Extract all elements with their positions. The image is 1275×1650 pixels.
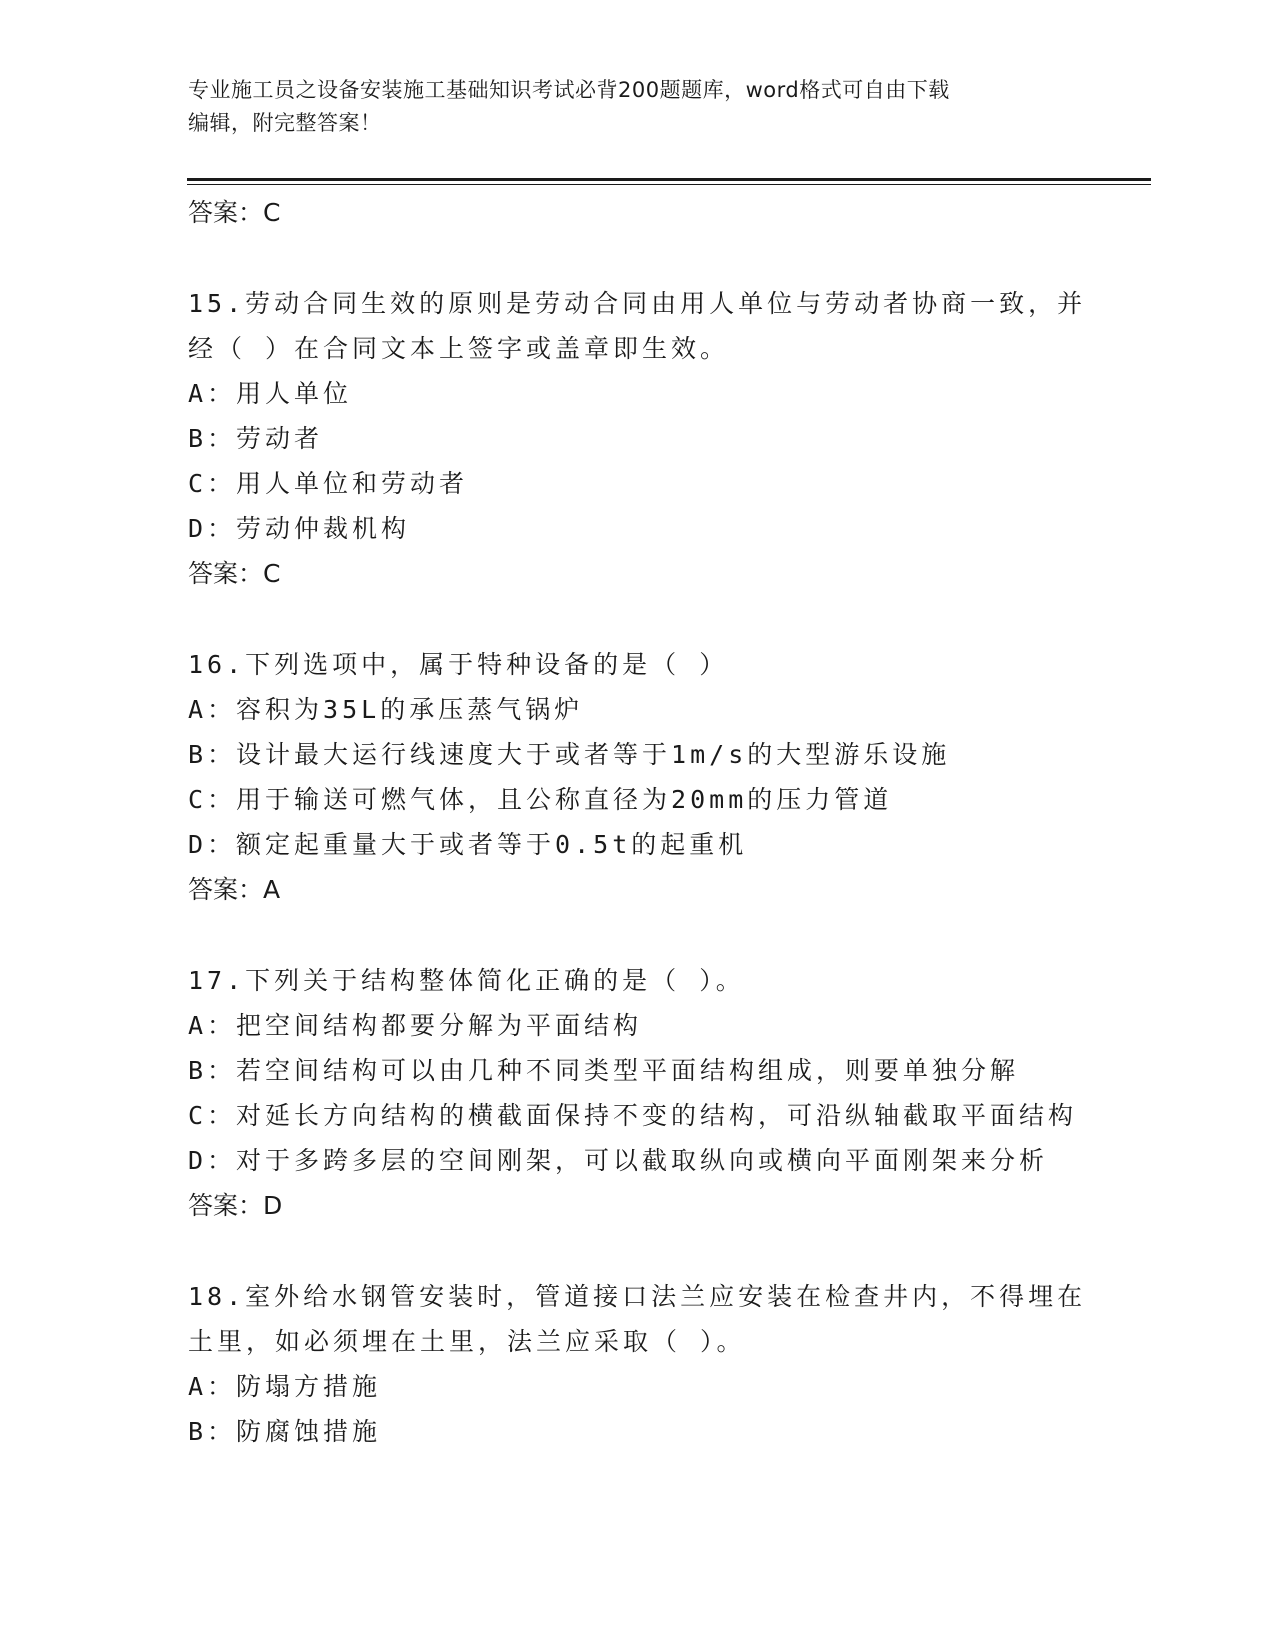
question-item (188, 1274, 1088, 1454)
option-a: A：把空间结构都要分解为平面结构 (188, 1011, 643, 1040)
question-list (188, 190, 1088, 1454)
option-b: B：劳动者 (188, 424, 324, 453)
header-rule-thin (187, 184, 1151, 185)
answer-line: 答案：C (188, 559, 281, 588)
header-line-2: 编辑，附完整答案！ (188, 111, 382, 135)
header-line-1: 专业施工员之设备安装施工基础知识考试必背200题题库，word格式可自由下载 (188, 78, 950, 102)
question-stem-line: 17.下列关于结构整体简化正确的是（ ）。 (188, 966, 745, 995)
option-c: C：用于输送可燃气体，且公称直径为20mm的压力管道 (188, 785, 893, 814)
question-item (188, 642, 1088, 912)
answer-line: 答案：A (188, 875, 281, 904)
question-item (188, 281, 1088, 596)
option-d: D：额定起重量大于或者等于0.5t的起重机 (188, 830, 748, 859)
document-header (188, 74, 1078, 140)
question-stem-line: 16.下列选项中，属于特种设备的是（ ） (188, 650, 729, 679)
option-a: A：防塌方措施 (188, 1372, 382, 1401)
answer-line: 答案：D (188, 1191, 283, 1220)
header-rule-thick (187, 178, 1151, 181)
option-c: C：用人单位和劳动者 (188, 469, 469, 498)
answer-line: 答案：C (188, 198, 281, 227)
option-c: C：对延长方向结构的横截面保持不变的结构，可沿纵轴截取平面结构 (188, 1101, 1078, 1130)
question-stem-line: 18.室外给水钢管安装时，管道接口法兰应安装在检查井内，不得埋在 (188, 1282, 1087, 1311)
option-d: D：对于多跨多层的空间刚架，可以截取纵向或横向平面刚架来分析 (188, 1146, 1049, 1175)
option-b: B：设计最大运行线速度大于或者等于1m/s的大型游乐设施 (188, 740, 951, 769)
question-stem-line: 15.劳动合同生效的原则是劳动合同由用人单位与劳动者协商一致，并 (188, 289, 1087, 318)
question-stem-line: 土里，如必须埋在土里，法兰应采取（ ）。 (188, 1327, 746, 1356)
question-stem-line: 经（ ）在合同文本上签字或盖章即生效。 (188, 334, 730, 363)
option-b: B：防腐蚀措施 (188, 1417, 382, 1446)
option-a: A：用人单位 (188, 379, 353, 408)
option-d: D：劳动仲裁机构 (188, 514, 411, 543)
option-b: B：若空间结构可以由几种不同类型平面结构组成，则要单独分解 (188, 1056, 1020, 1085)
option-a: A：容积为35L的承压蒸气锅炉 (188, 695, 584, 724)
question-item (188, 958, 1088, 1228)
